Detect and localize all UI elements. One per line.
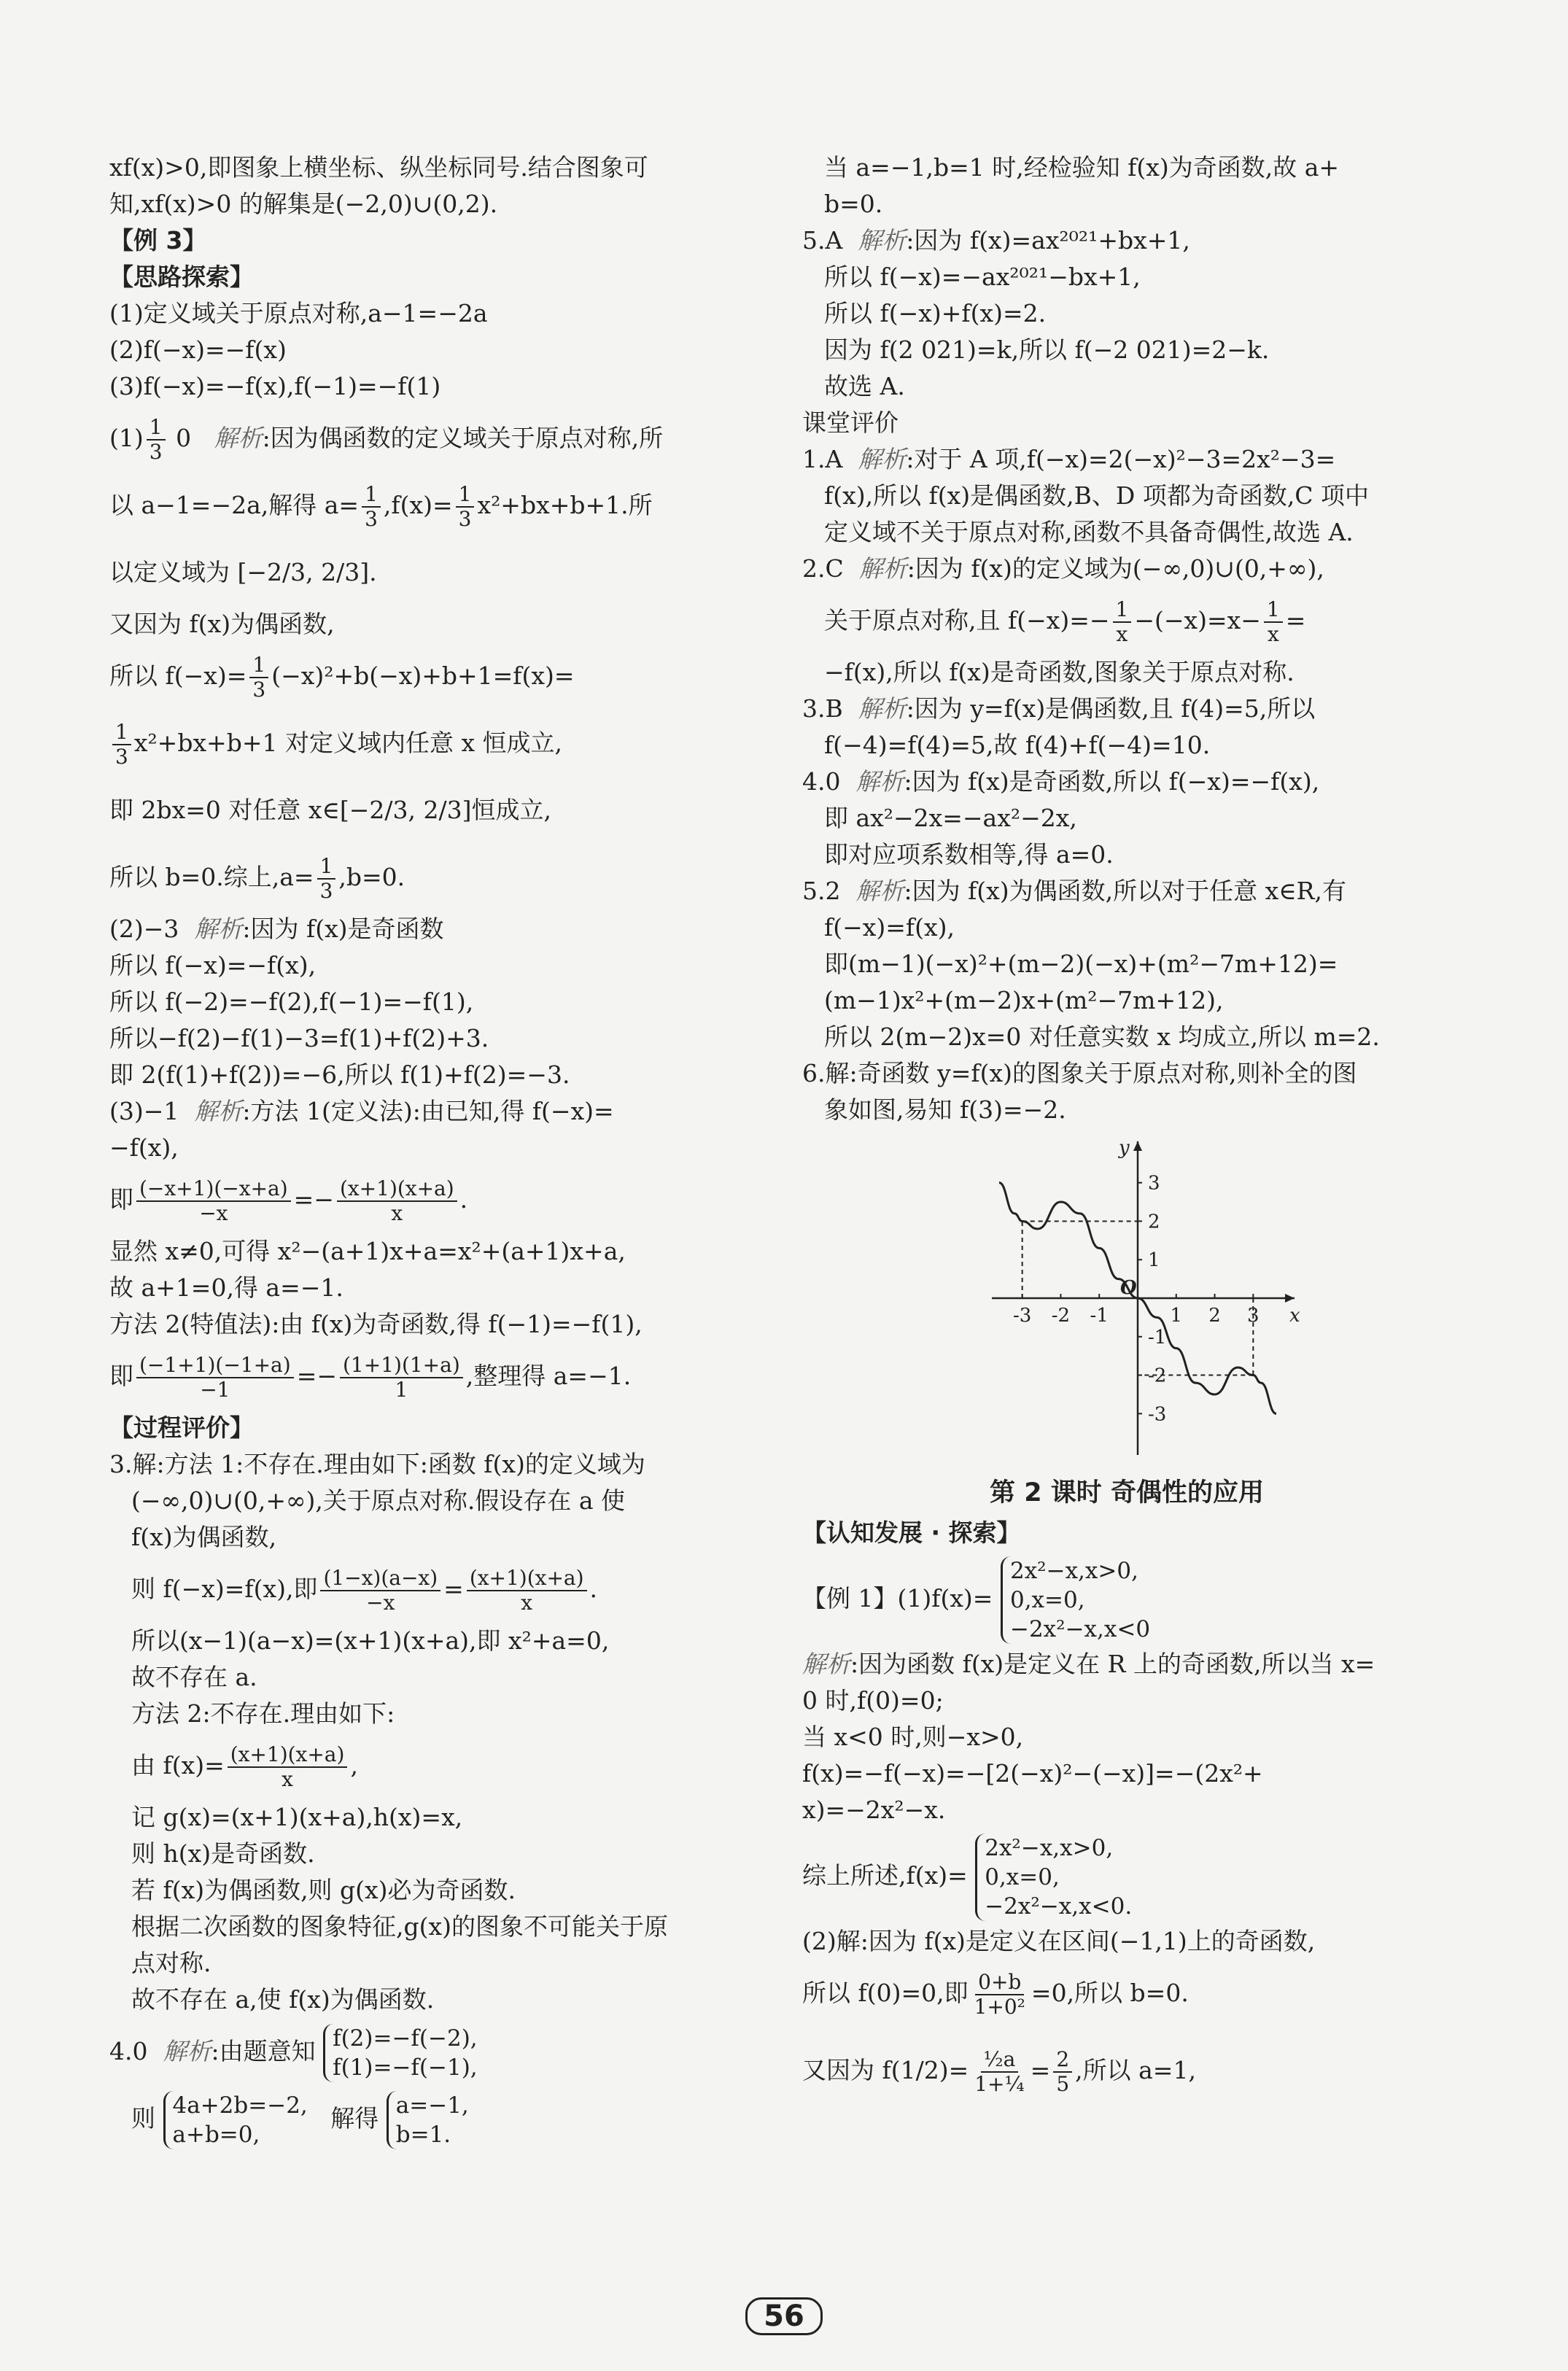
odd-function-graph [977,1138,1298,1459]
text-line: (3)f(−x)=−f(x),f(−1)=−f(1) [109,372,441,400]
text-line: 所以−f(2)−f(1)−3=f(1)+f(2)+3. [109,1024,489,1052]
text-run: = [1030,2056,1051,2084]
text-line: 所以 f(−x)=−ax²⁰²¹−bx+1, [824,263,1141,291]
text-line: (2)解:因为 f(x)是定义在区间(−1,1)上的奇函数, [802,1927,1316,1955]
text-run: = [1285,606,1306,635]
text-line: 点对称. [131,1949,211,1977]
text-line: −f(x), [109,1133,179,1162]
analysis-text: :因为 f(x)的定义域为(−∞,0)∪(0,+∞), [907,554,1324,583]
denominator: 3 [458,507,472,531]
text-line [109,777,744,844]
fraction [136,1354,294,1402]
analysis-text: :因为 f(x)为偶函数,所以对于任意 x∈R,有 [904,877,1347,905]
text-line: 0 时,f(0)=0; [802,1686,944,1715]
answer-prefix: 3.B [802,694,843,723]
answer-second: 0 [176,424,192,452]
text-line: 6.解:奇函数 y=f(x)的图象关于原点对称,则补全的图 [802,1059,1357,1087]
equation-system [323,2024,478,2082]
example-1-line [802,1551,1451,1646]
text-run: 以定义域为 [109,558,230,586]
equation-system [163,2091,308,2149]
text-line: 故不存在 a,使 f(x)为偶函数. [131,1985,435,2014]
answer-prefix: 1.A [802,445,843,473]
text-line [802,1960,1451,2027]
answer-prefix: (2)−3 [109,915,179,943]
text-run: 则 [131,2104,155,2133]
text-line: 定义域不关于原点对称,函数不具备奇偶性,故选 A. [824,518,1354,546]
text-run: , [350,1751,358,1780]
origin-label: O [1120,1277,1137,1299]
text-line [109,2085,744,2152]
answer-prefix: 4.0 [109,2037,148,2065]
process-eval-heading: 【过程评价】 [109,1413,254,1442]
denominator: 1+0² [974,1995,1025,2019]
numerator: 1 [1113,598,1132,623]
analysis-label: 解析 [194,915,243,943]
text-line: 方法 2:不存在.理由如下: [131,1699,395,1728]
text-line: 记 g(x)=(x+1)(x+a),h(x)=x, [131,1803,463,1831]
x-tick-label: 2 [1208,1305,1221,1327]
text-line: 知,xf(x)>0 的解集是(−2,0)∪(0,2). [109,190,498,218]
text-run: =− [293,1185,334,1214]
domain-interval: [−2/3, 2/3] [237,558,370,586]
x-tick-label: -3 [1013,1305,1032,1327]
equation: a=−1, [395,2092,469,2119]
fraction [136,1177,291,1225]
example-3-heading: 【例 3】 [109,226,207,255]
text-line: −f(x),所以 f(x)是奇函数,图象关于原点对称. [824,658,1295,686]
text-line [109,2018,744,2085]
denominator: 3 [319,879,333,903]
analysis-text: :方法 1(定义法):由已知,得 f(−x)= [242,1097,614,1125]
text-line: f(−x)=f(x), [824,913,955,942]
text-line: 当 x<0 时,则−x>0, [802,1723,1024,1751]
text-run: 综上所述,f(x)= [802,1861,968,1890]
numerator: (x+1)(x+a) [228,1743,348,1768]
analysis-label: 解析 [858,554,907,583]
numerator: (x+1)(x+a) [467,1567,587,1591]
text-line: 显然 x≠0,可得 x²−(a+1)x+a=x²+(a+1)x+a, [109,1237,626,1265]
text-line: 即 2(f(1)+f(2))=−6,所以 f(1)+f(2)=−3. [109,1060,570,1089]
numerator: ½a [981,2048,1019,2073]
text-line: 所以(x−1)(a−x)=(x+1)(x+a),即 x²+a=0, [131,1626,610,1655]
text-line: f(−4)=f(4)=5,故 f(4)+f(−4)=10. [824,731,1211,759]
x-tick-label: 3 [1247,1305,1260,1327]
numerator: 1 [249,653,268,678]
denominator: 3 [365,507,378,531]
answer-line [109,911,744,947]
equation: f(2)=−f(−2), [333,2025,478,2052]
text-line [109,1166,744,1233]
numerator: 1 [317,855,336,880]
text-run: = [443,1575,464,1603]
fraction [249,653,268,702]
text-run: . [459,1185,468,1214]
numerator: (−x+1)(−x+a) [136,1177,291,1202]
analysis-text: :因为偶函数的定义域关于原点对称,所 [262,424,664,452]
denominator: x [391,1201,403,1225]
fraction [467,1567,587,1615]
analysis-text: :对于 A 项,f(−x)=2(−x)²−3=2x²−3= [906,445,1336,473]
text-run: =− [296,1362,337,1390]
text-run: ,所以 a=1, [1075,2056,1196,2084]
answer-prefix: 4.0 [802,767,841,796]
fraction [1053,2048,1072,2096]
denominator: −x [199,1201,228,1225]
text-line: 象如图,易知 f(3)=−2. [824,1095,1066,1124]
x-tick-label: -1 [1090,1305,1109,1327]
text-line [802,587,1451,654]
analysis-text: :因为 f(x)是奇函数 [242,915,444,943]
denominator: −1 [200,1378,230,1402]
answer-line [109,1093,744,1130]
page-number-footer [0,2297,1568,2335]
piece: 0,x=0, [1009,1587,1085,1613]
piece: 0,x=0, [985,1864,1060,1890]
numerator: 0+b [975,1971,1024,1995]
fraction [1113,598,1132,646]
piece: −2x²−x,x<0 [1009,1616,1151,1642]
answer-line [109,405,744,472]
fraction [340,1354,463,1402]
text-line [109,1732,744,1799]
text-line: 根据二次函数的图象特征,g(x)的图象不可能关于原 [131,1912,668,1941]
x-tick-label: 1 [1170,1305,1183,1327]
answer-line [802,691,1451,727]
text-line: 所以 f(−2)=−f(2),f(−1)=−f(1), [109,987,474,1016]
text-line: 所以 f(−x)=−f(x), [109,951,317,979]
analysis-label: 解析 [858,694,907,723]
answer-prefix: 5.2 [802,877,841,905]
y-tick-label: 1 [1148,1249,1160,1272]
numerator: (−1+1)(−1+a) [136,1354,294,1378]
analysis-label: 解析 [802,1650,850,1678]
numerator: 1 [362,483,381,508]
denominator: x [1267,622,1279,646]
fraction [362,483,381,531]
y-axis-arrow [1133,1141,1142,1151]
text-line: (−∞,0)∪(0,+∞),关于原点对称.假设存在 a 使 [131,1486,626,1515]
text-run: 【例 1】(1)f(x)= [802,1584,993,1613]
text-run: 解得 [330,2104,379,2133]
text-line [109,844,744,911]
text-line: 3.解:方法 1:不存在.理由如下:函数 f(x)的定义域为 [109,1450,645,1478]
text-line [109,1343,744,1410]
numerator: (1−x)(a−x) [320,1567,440,1591]
text-run: (1/2) [890,2056,949,2084]
equation-system [387,2091,469,2149]
page-number: 56 [745,2297,823,2335]
text-line: 方法 2(特值法):由 f(x)为奇函数,得 f(−1)=−f(1), [109,1310,643,1338]
analysis-label: 解析 [194,1097,243,1125]
y-tick-label: -3 [1148,1403,1167,1426]
text-run: 即 2bx=0 对任意 x∈ [109,796,340,824]
text-run: ,b=0. [338,863,405,891]
fraction [971,2048,1027,2096]
text-line: 又因为 f(1/2)= $\frac{\text{½a}}{\text{1+¼}}$ = $\frac{2}{5}$ ,所以 a=1, [802,2047,1196,2096]
text-line: 又因为 f(x)为偶函数, [109,610,335,638]
equation: f(1)=−f(−1), [333,2054,478,2081]
denominator: 3 [252,678,266,702]
text-run: 即 [109,1185,133,1214]
text-line: (2)f(−x)=−f(x) [109,335,287,364]
text-line: 因为 f(2 021)=k,所以 f(−2 021)=2−k. [824,335,1270,364]
analysis-text: :因为函数 f(x)是定义在 R 上的奇函数,所以当 x= [850,1650,1375,1678]
y-tick-label: 2 [1148,1211,1160,1233]
analysis-text: :因为 f(x)是奇函数,所以 f(−x)=−f(x), [904,767,1320,796]
x-axis-label: x [1289,1305,1300,1327]
answer-line [802,441,1451,478]
analysis-label: 解析 [855,767,904,796]
piece: −2x²−x,x<0. [985,1893,1133,1920]
text-run: =0,所以 b=0. [1031,1979,1189,2007]
right-column [802,150,1451,2114]
text-line: (1)定义域关于原点对称,a−1=−2a [109,299,488,327]
x-axis-arrow [1285,1294,1295,1303]
text-run: 由 f(x)= [131,1751,225,1780]
text-line [109,643,744,710]
denominator: 1 [395,1378,408,1402]
text-run: −(−x)=x− [1134,606,1261,635]
x-tick-label: -2 [1051,1305,1071,1327]
y-tick-label: -1 [1148,1326,1167,1349]
denominator: x [521,1591,533,1615]
piecewise-function [1001,1556,1150,1644]
answer-prefix: (1) [109,424,144,452]
text-run: x²+bx+b+1 对定义域内任意 x 恒成立, [133,729,563,757]
text-line [802,1646,1451,1683]
text-line: 故选 A. [824,372,905,400]
text-line: 即 ax²−2x=−ax²−2x, [824,804,1077,832]
numerator: (x+1)(x+a) [337,1177,457,1202]
text-line: 即(m−1)(−x)²+(m−2)(−x)+(m²−7m+12)= [824,950,1338,978]
numerator: 2 [1053,2048,1072,2073]
answer-prefix: 5.A [802,226,843,255]
summary-line [802,1828,1451,1923]
y-tick-label: 3 [1148,1172,1160,1195]
numerator: 1 [112,721,131,745]
text-line [109,539,744,606]
fraction [1264,598,1283,646]
equation: a+b=0, [172,2122,260,2148]
text-line [109,1556,744,1623]
piece: 2x²−x,x>0, [985,1835,1114,1861]
fraction [112,721,131,769]
text-line: 则 h(x)是奇函数. [131,1839,315,1868]
text-run: . [589,1575,598,1603]
text-line: 所以 2(m−2)x=0 对任意实数 x 均成立,所以 m=2. [824,1022,1380,1051]
fraction [971,1971,1028,2019]
text-line: f(x),所以 f(x)是偶函数,B、D 项都为奇函数,C 项中 [824,481,1370,510]
answer-line [802,873,1451,909]
text-line [109,472,744,539]
text-run: . [369,558,377,586]
denominator: 3 [115,745,128,769]
text-run: ,整理得 a=−1. [465,1362,632,1390]
left-column [109,150,744,2152]
text-line: 当 a=−1,b=1 时,经检验知 f(x)为奇函数,故 a+ [824,153,1340,182]
denominator: 5 [1056,2072,1070,2096]
text-run: 所以 f(−x)= [109,661,247,690]
fraction [320,1567,440,1615]
answer-prefix: (3)−1 [109,1097,179,1125]
class-eval-heading: 课堂评价 [802,408,899,437]
piece: 2x²−x,x>0, [1009,1558,1138,1584]
denominator: x [282,1767,293,1791]
fraction [456,483,475,531]
piecewise-function [975,1833,1132,1921]
analysis-text: :因为 f(x)=ax²⁰²¹+bx+1, [906,226,1190,255]
text-line: (m−1)x²+(m−2)x+(m²−7m+12), [824,986,1224,1014]
y-axis-label: y [1119,1137,1130,1159]
text-line: f(x)为偶函数, [131,1523,277,1551]
text-run: 则 f(−x)=f(x),即 [131,1575,318,1603]
analysis-text: :因为 y=f(x)是偶函数,且 f(4)=5,所以 [906,694,1316,723]
answer-line [802,551,1451,587]
numerator: 1 [1264,598,1283,623]
answer-prefix: 2.C [802,554,844,583]
y-tick-label: -2 [1148,1365,1167,1387]
lesson-title: 第 2 课时 奇偶性的应用 [990,1478,1264,1507]
fraction [317,855,336,903]
text-run: ,f(x)= [383,491,453,519]
text-run: x²+bx+b+1.所 [477,491,653,519]
text-run: 即 [109,1362,133,1390]
text-run: (−x)²+b(−x)+b+1=f(x)= [271,661,575,690]
analysis-label: 解析 [214,424,263,452]
text-line: 即对应项系数相等,得 a=0. [824,840,1114,869]
text-line [109,710,744,777]
text-line: f(x)=−f(−x)=−[2(−x)²−(−x)]=−(2x²+ [802,1759,1263,1788]
fraction [228,1743,348,1791]
denominator: x [1116,622,1128,646]
text-run: 关于原点对称,且 f(−x)=− [824,606,1110,635]
text-run: 所以 f(0)=0,即 [802,1979,969,2007]
text-line: x)=−2x²−x. [802,1796,946,1824]
text-line: 故 a+1=0,得 a=−1. [109,1273,344,1302]
denominator: −x [366,1591,395,1615]
text-line: b=0. [824,190,883,218]
answer-line [802,222,1451,259]
numerator: (1+1)(1+a) [340,1354,463,1378]
text-line: xf(x)>0,即图象上横坐标、纵坐标同号.结合图象可 [109,153,648,182]
analysis-label: 解析 [855,877,904,905]
text-run: 又因为 f [802,2056,891,2084]
text-line: 所以 f(−x)+f(x)=2. [824,299,1047,327]
answer-line [802,764,1451,800]
fraction [337,1177,457,1225]
denominator: 3 [149,440,163,464]
text-line: 故不存在 a. [131,1663,257,1691]
equation: 4a+2b=−2, [172,2092,308,2119]
text-run: 以 a−1=−2a,解得 a= [109,491,360,519]
analysis-label: 解析 [858,226,907,255]
denominator: 1+¼ [974,2072,1025,2096]
text-line: 若 f(x)为偶函数,则 g(x)必为奇函数. [131,1876,516,1904]
analysis-text: :由题意知 [211,2037,316,2065]
text-run: 所以 b=0.综上,a= [109,863,314,891]
numerator: 1 [456,483,475,508]
analysis-label: 解析 [858,445,907,473]
explore-heading: 【思路探索】 [109,263,254,291]
numerator: 1 [147,416,166,441]
text-run: 恒成立, [471,796,551,824]
fraction [147,416,166,464]
equation: b=1. [395,2122,451,2148]
cognitive-heading: 【认知发展 · 探索】 [802,1518,1021,1547]
analysis-label: 解析 [163,2037,211,2065]
domain-interval: [−2/3, 2/3] [339,796,472,824]
